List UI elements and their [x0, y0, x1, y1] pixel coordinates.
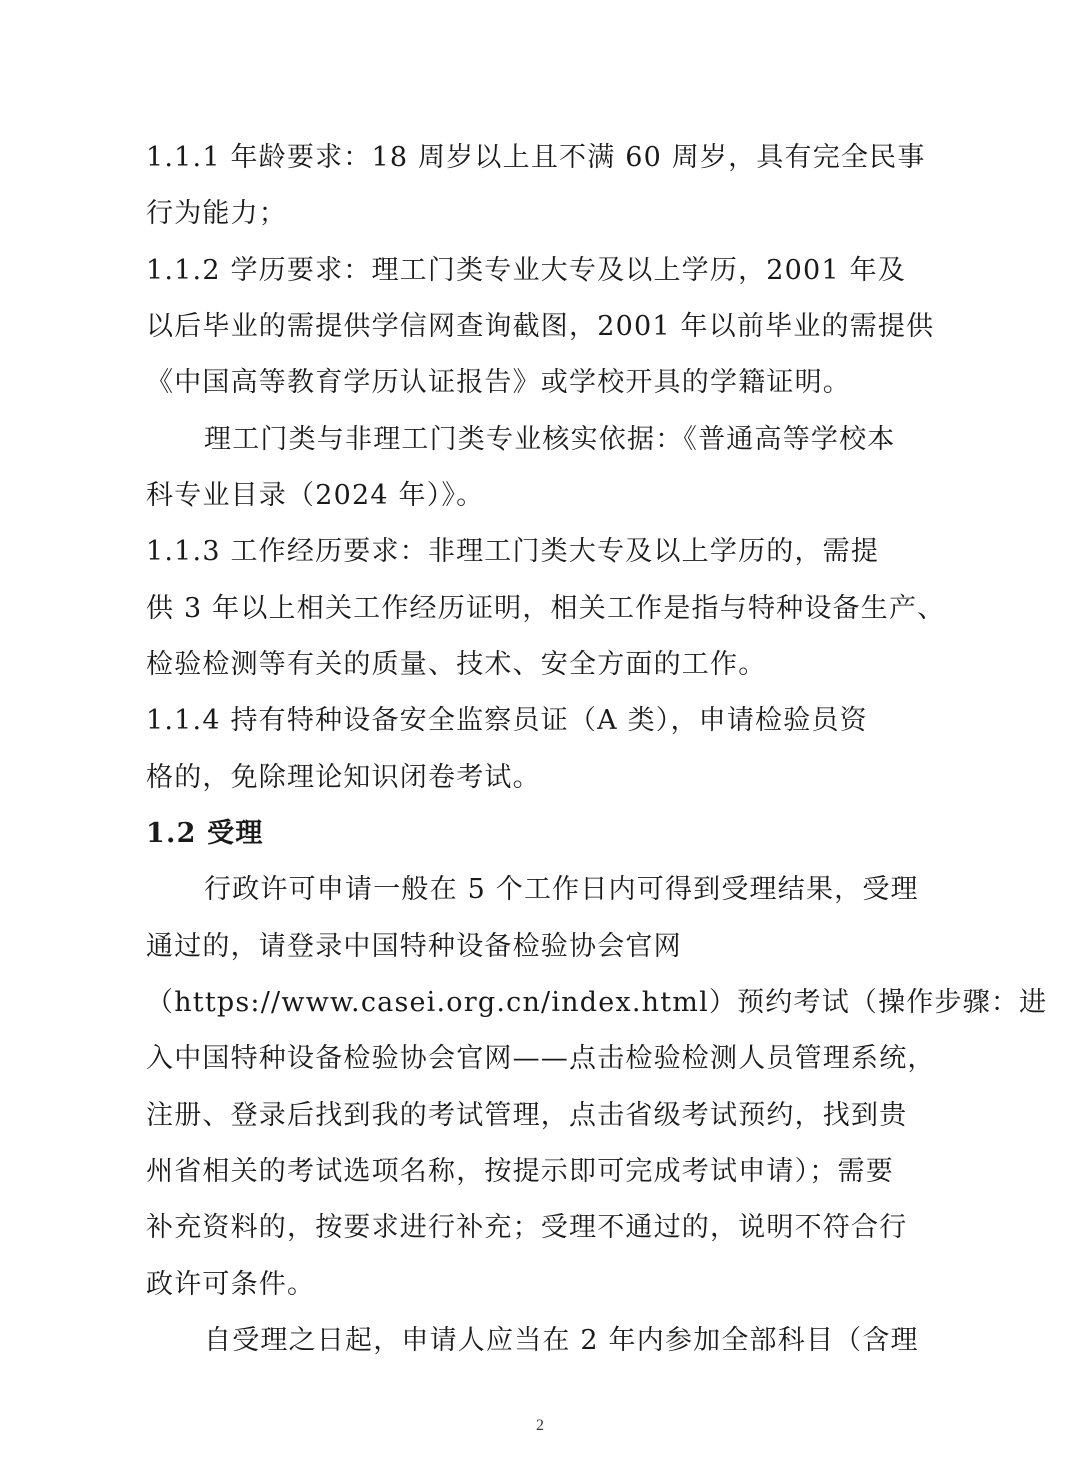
acceptance-line-8: 政许可条件。: [146, 1269, 316, 1300]
acceptance-line-7: 补充资料的，按要求进行补充；受理不通过的，说明不符合行: [146, 1212, 908, 1243]
acceptance-line-4: 入中国特种设备检验协会官网——点击检验检测人员管理系统，: [146, 1043, 936, 1074]
acceptance-line-3: （https://www.casei.org.cn/index.html）预约考试（操作步骤：进: [146, 987, 1048, 1018]
exam-period-line-1: 自受理之日起，申请人应当在 2 年内参加全部科目（含理: [204, 1325, 919, 1356]
req-experience-line-3: 检验检测等有关的质量、技术、安全方面的工作。: [146, 649, 767, 680]
req-education-line-2: 以后毕业的需提供学信网查询截图，2001 年以前毕业的需提供: [146, 311, 935, 342]
acceptance-line-1: 行政许可申请一般在 5 个工作日内可得到受理结果，受理: [204, 874, 919, 905]
acceptance-line-6: 州省相关的考试选项名称，按提示即可完成考试申请）；需要: [146, 1156, 894, 1187]
req-education-line-3: 《中国高等教育学历认证报告》或学校开具的学籍证明。: [146, 367, 851, 398]
page-number: 2: [536, 1417, 544, 1434]
req-certificate-line-1: 1.1.4 持有特种设备安全监察员证（A 类），申请检验员资: [146, 705, 868, 736]
req-age-line-2: 行为能力；: [146, 198, 287, 229]
req-certificate-line-2: 格的，免除理论知识闭卷考试。: [146, 762, 541, 793]
major-basis-line-1: 理工门类与非理工门类专业核实依据：《普通高等学校本: [204, 424, 896, 455]
req-age-line-1: 1.1.1 年龄要求：18 周岁以上且不满 60 周岁，具有完全民事: [146, 142, 926, 173]
req-experience-line-1: 1.1.3 工作经历要求：非理工门类大专及以上学历的，需提: [146, 536, 880, 567]
acceptance-line-5: 注册、登录后找到我的考试管理，点击省级考试预约，找到贵: [146, 1100, 908, 1131]
req-education-line-1: 1.1.2 学历要求：理工门类专业大专及以上学历，2001 年及: [146, 255, 906, 286]
acceptance-line-2: 通过的，请登录中国特种设备检验协会官网: [146, 931, 682, 962]
req-experience-line-2: 供 3 年以上相关工作经历证明，相关工作是指与特种设备生产、: [146, 593, 946, 624]
section-heading-acceptance: 1.2 受理: [146, 818, 264, 849]
major-basis-line-2: 科专业目录（2024 年）》。: [146, 480, 485, 511]
